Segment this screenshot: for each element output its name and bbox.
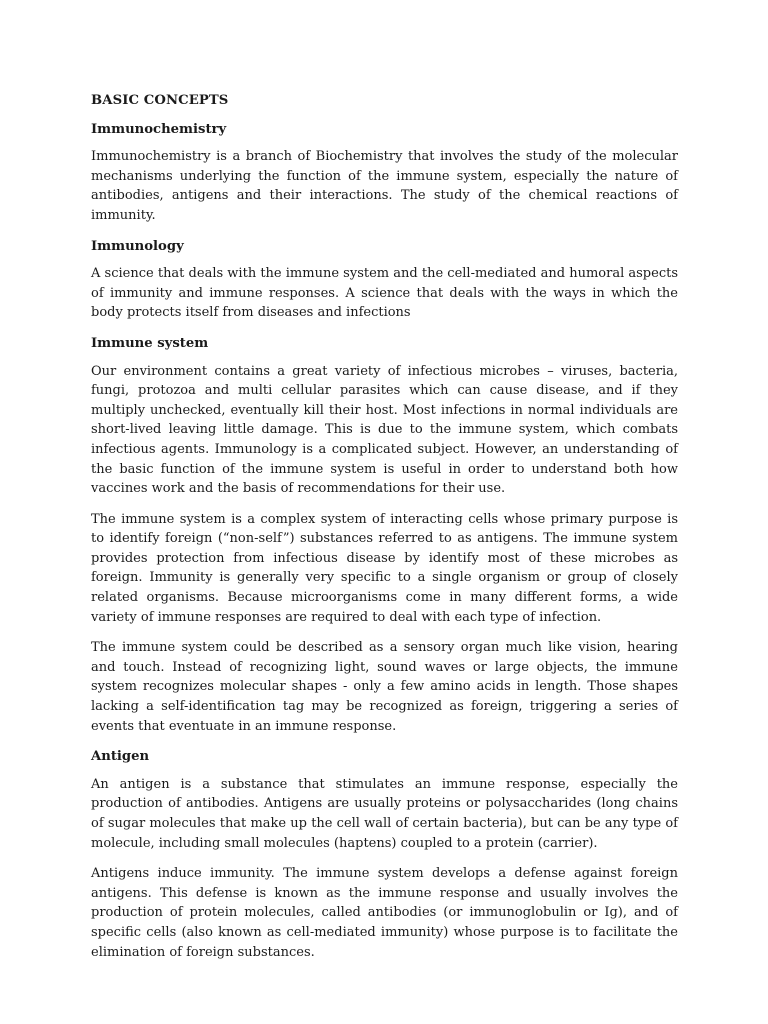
paragraph-antigen-immunity: Antigens induce immunity. The immune system develops a defense against foreign antigens. This defense is known as the immune response and usually involves the production of protein molecules, called antibodies (or immunoglobulin or Ig), and of specific cells (also known as cell-mediated immunity) whose purpose is to facilitate the elimination of foreign substances.	[91, 866, 678, 960]
document-title: BASIC CONCEPTS	[91, 93, 229, 108]
heading-immunochemistry: Immunochemistry	[91, 121, 227, 137]
heading-antigen: Antigen	[91, 749, 150, 765]
paragraph-antigen-definition: An antigen is a substance that stimulates an immune response, especially the production of antibodies. Antigens are usually proteins or polysaccharides (long chains of sugar molecules that make up the cell wall of certain bacteria), but can be any type of molecule, including small molecules (haptens) coupled to a protein (carrier).	[91, 776, 678, 851]
paragraph-immune-system-complex: The immune system is a complex system of interacting cells whose primary purpose is to identify foreign (“non-self”) substances referred to as antigens. The immune system provides protection from infectious disease by identify most of these microbes as foreign. Immunity is generally very specific to a single organism or group of closely related organisms. Because microorganisms come in many different forms, a wide variety of immune responses are required to deal with each type of infection.	[91, 511, 678, 625]
paragraph-immune-system-environment: Our environment contains a great variety of infectious microbes – viruses, bacteria, fungi, protozoa and multi cellular parasites which can cause disease, and if they multiply unchecked, eventually kill their host. Most infections in normal individuals are short-lived leaving little damage. This is due to the immune system, which combats infectious agents. Immunology is a complicated subject. However, an understanding of the basic function of the immune system is useful in order to understand both how vaccines work and the basis of recommendations for their use.	[91, 363, 678, 497]
heading-immunology: Immunology	[91, 238, 184, 254]
document-page	[91, 91, 678, 973]
paragraph-immune-system-sensory: The immune system could be described as a sensory organ much like vision, hearing and touch. Instead of recognizing light, sound waves or large objects, the immune system recognizes molecular shapes - only a few amino acids in length. Those shapes lacking a self-identification tag may be recognized as foreign, triggering a series of events that eventuate in an immune response.	[91, 640, 678, 734]
paragraph-immunochemistry-definition: Immunochemistry is a branch of Biochemistry that involves the study of the molecular mechanisms underlying the function of the immune system, especially the nature of antibodies, antigens and their interactions. The study of the chemical reactions of immunity.	[91, 149, 678, 223]
heading-immune-system: Immune system	[91, 335, 209, 351]
paragraph-immunology-definition: A science that deals with the immune system and the cell-mediated and humoral aspects of immunity and immune responses. A science that deals with the ways in which the body protects itself from diseases and infections	[91, 266, 678, 321]
